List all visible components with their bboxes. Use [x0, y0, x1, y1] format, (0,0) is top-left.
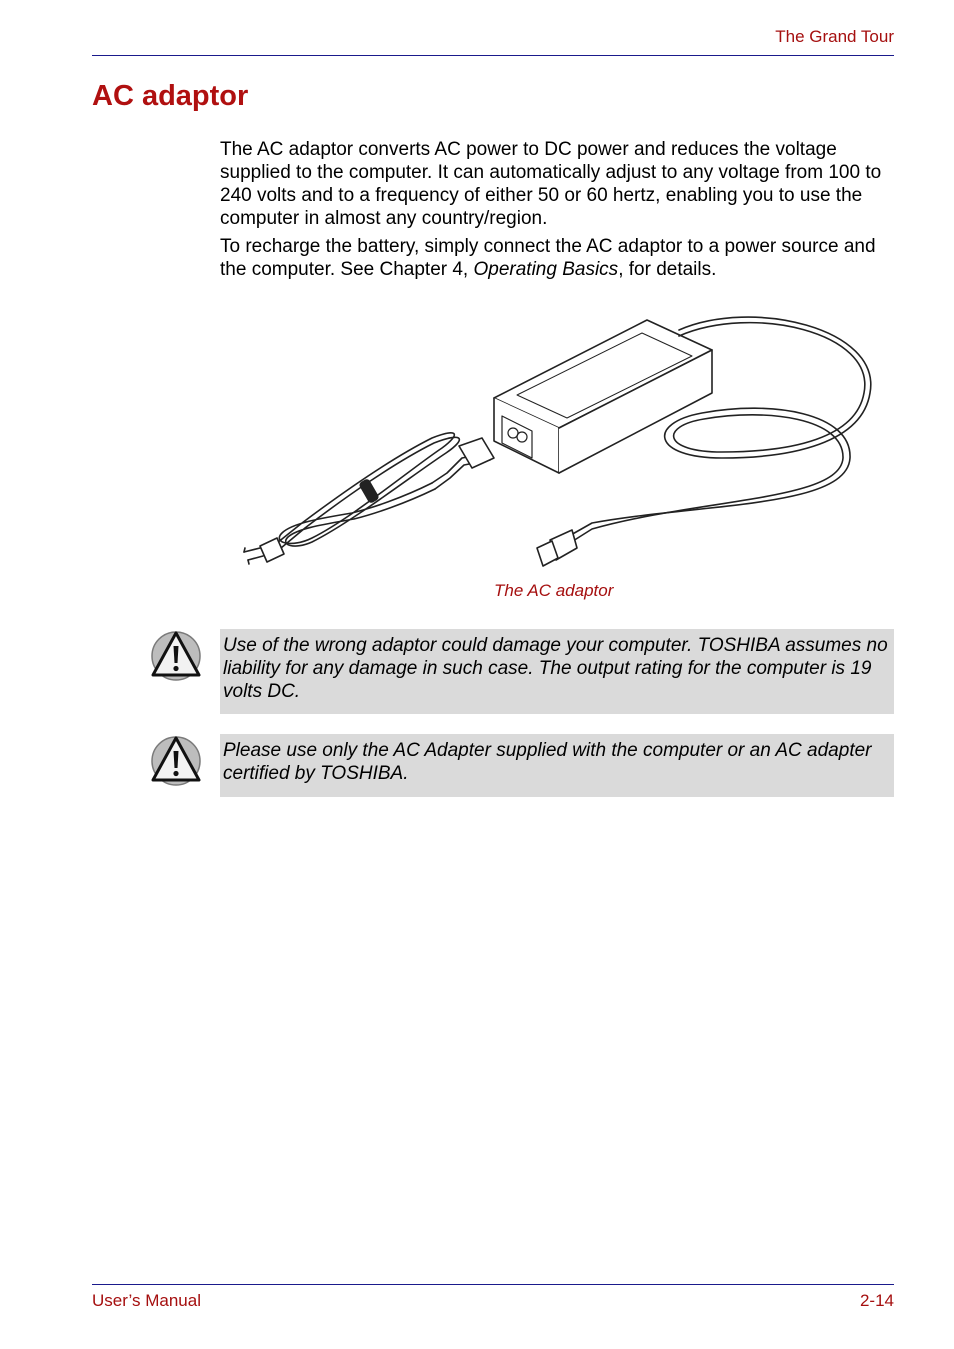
page-title: AC adaptor [92, 80, 249, 112]
warning-note-adaptor-damage: Use of the wrong adaptor could damage your computer. TOSHIBA assumes no liability for any damage in such case. The output rating for the computer is 19 volts DC. [220, 629, 894, 714]
ac-power-cord [244, 433, 494, 564]
header-rule [92, 55, 894, 56]
recharge-paragraph [220, 235, 900, 281]
caution-icon [150, 734, 202, 786]
ac-adaptor-illustration [232, 308, 882, 573]
figure-caption: The AC adaptor [494, 581, 614, 600]
recharge-text-end: , for details. [618, 259, 717, 280]
intro-paragraph: The AC adaptor converts AC power to DC power and reduces the voltage supplied to the computer. It can automatically adjust to any voltage from 100 to 240 volts and to a frequency of either 50 or 60 hertz, enabling you to use the computer in almost any country/region. [220, 139, 882, 229]
caution-icon [150, 629, 202, 681]
chapter-reference: Operating Basics [473, 259, 619, 280]
footer-manual-name: User’s Manual [92, 1291, 201, 1310]
running-header: The Grand Tour [775, 27, 894, 46]
recharge-text: To recharge the battery, simply connect the AC adaptor to a power source and the computer. See Chapter 4, [220, 236, 876, 280]
warning-note-certified-adapter: Please use only the AC Adapter supplied with the computer or an AC adapter certified by TOSHIBA. [220, 734, 894, 797]
footer-rule [92, 1284, 894, 1285]
page-number: 2-14 [859, 1291, 894, 1310]
adaptor-brick [494, 320, 712, 473]
